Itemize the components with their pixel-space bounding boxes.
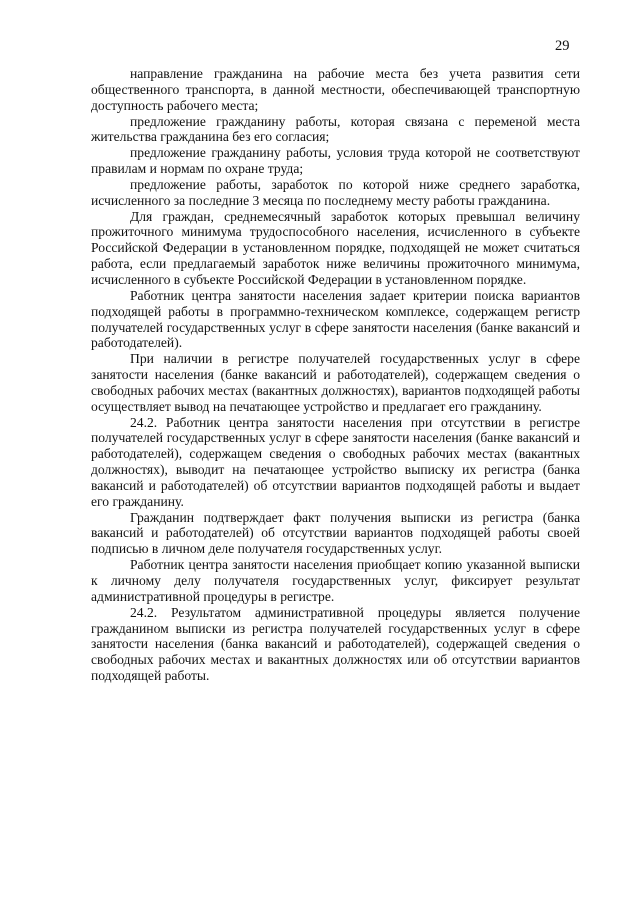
paragraph-citizen-confirmation: Гражданин подтверждает факт получения выписки из регистра (банка вакансий и работодателей) об отсутствии вариантов подходящей работы своей подписью в личном деле получателя государственных услуг. xyxy=(91,509,580,557)
paragraph-section-24-2-absence: 24.2. Работник центра занятости населения при отсутствии в регистре получателей государственных услуг в сфере занятости населения (банке вакансий и работодателей), содержащем сведения о свободных рабочих местах (вакантных должностях), выводит на печатающее устройство выписку их регистра (банка вакансий и работодателей) об отсутствии вариантов подходящей работы и выдает его гражданину. xyxy=(91,414,580,509)
paragraph-section-24-2-result: 24.2. Результатом административной процедуры является получение гражданином выписки из регистра получателей государственных услуг в сфере занятости населения (банка вакансий и работодателей), содержащей сведения о свободных рабочих местах и вакантных должностях или об отсутствии вариантов подходящей работы. xyxy=(91,604,580,684)
page-number: 29 xyxy=(555,38,570,54)
paragraph-search-criteria: Работник центра занятости населения задает критерии поиска вариантов подходящей работы в программно-техническом комплексе, содержащем регистр получателей государственных услуг в сфере занятости населения (банке вакансий и работодателей). xyxy=(91,287,580,351)
paragraph-print-options: При наличии в регистре получателей государственных услуг в сфере занятости населения (банке вакансий и работодателей), содержащем сведения о свободных рабочих местах (вакантных должностях), вариантов подходящей работы осуществляет вывод на печатающее устройство и предлагает его гражданину. xyxy=(91,351,580,414)
paragraph-lower-earnings: предложение работы, заработок по которой ниже среднего заработка, исчисленного за последние 3 месяца по последнему месту работы гражданина. xyxy=(91,176,580,208)
paragraph-copy-attachment: Работник центра занятости населения приобщает копию указанной выписки к личному делу получателя государственных услуг, фиксирует результат административной процедуры в регистре. xyxy=(91,557,580,604)
paragraph-subsistence-minimum: Для граждан, среднемесячный заработок которых превышал величину прожиточного минимума трудоспособного населения, исчисленного в субъекте Российской Федерации в установленном порядке, подходящей не может считаться работа, если предлагаемый заработок ниже величины прожиточного минимума, исчисленного в субъекте Российской Федерации в установленном порядке. xyxy=(91,208,580,287)
paragraph-transport-accessibility: направление гражданина на рабочие места без учета развития сети общественного транспорта, в данной местности, обеспечивающей транспортную доступность рабочего места; xyxy=(91,66,580,113)
paragraph-labor-safety: предложение гражданину работы, условия труда которой не соответствуют правилам и нормам по охране труда; xyxy=(91,145,580,177)
document-body xyxy=(91,66,580,684)
paragraph-change-of-residence: предложение гражданину работы, которая связана с переменой места жительства гражданина без его согласия; xyxy=(91,113,580,145)
